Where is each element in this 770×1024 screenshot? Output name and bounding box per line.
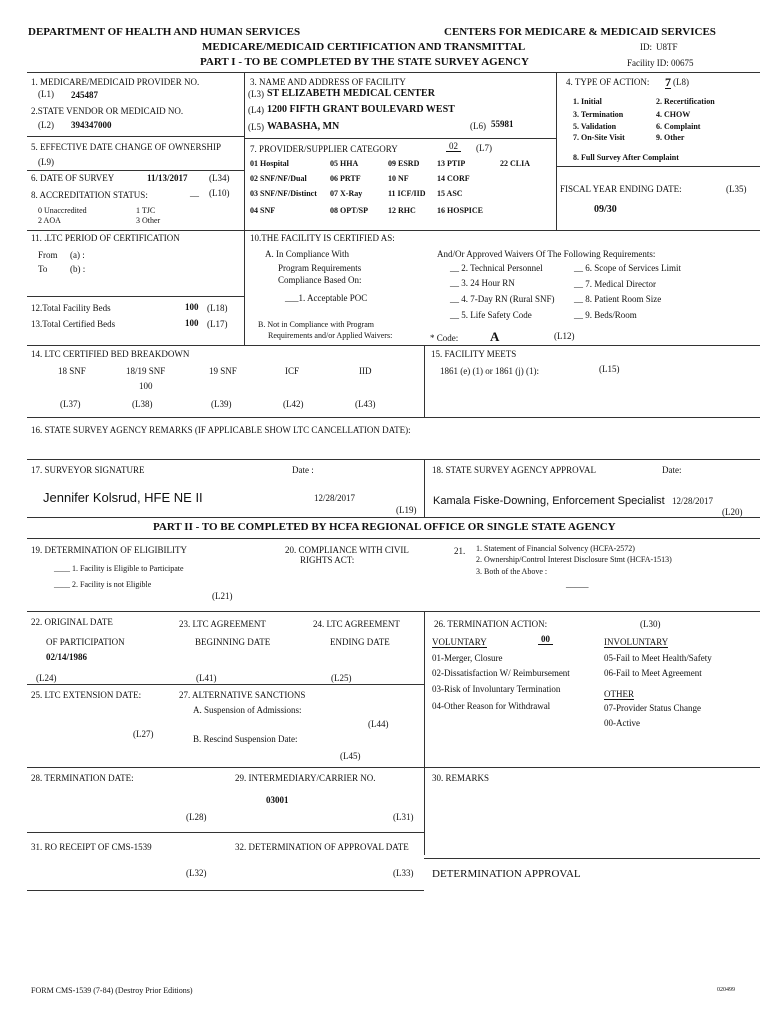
s29-label: 29. INTERMEDIARY/CARRIER NO. [235, 773, 376, 783]
rule-v6 [424, 611, 425, 855]
s21-opt2: 2. Ownership/Control Interest Disclosure Stmt (HCFA-1513) [476, 555, 672, 564]
s26-label: 26. TERMINATION ACTION: [434, 619, 548, 629]
s15-text: 1861 (e) (1) or 1861 (j) (1): [440, 366, 539, 376]
cat-13: 13 PTIP [437, 159, 466, 168]
rule-s25 [27, 684, 424, 685]
s11-to: To [38, 264, 48, 274]
cms-name: CENTERS FOR MEDICARE & MEDICAID SERVICES [444, 26, 716, 38]
rule-v4 [424, 345, 425, 417]
s22-code: (L24) [36, 673, 57, 683]
s31-label: 31. RO RECEIPT OF CMS-1539 [31, 842, 152, 852]
s21-opt1: 1. Statement of Financial Solvency (HCFA-2572) [476, 544, 635, 553]
waiver-5: __ 5. Life Safety Code [450, 310, 532, 320]
s20-label2: RIGHTS ACT: [300, 555, 355, 565]
rule-s22 [27, 611, 760, 612]
cat-10: 10 NF [388, 174, 409, 183]
waiver-2: __ 2. Technical Personnel [450, 263, 543, 273]
s29-code: (L31) [393, 812, 414, 822]
s3-l5: (L5) [248, 122, 264, 132]
type-of-action: 7 [665, 75, 671, 89]
s11-from: From [38, 250, 58, 260]
vol-opt-3: 03-Risk of Involuntary Termination [432, 684, 561, 694]
rule-v3 [244, 230, 245, 345]
rule-s14 [27, 345, 760, 346]
vol-opt-1: 01-Merger, Closure [432, 653, 503, 663]
s30-label: 30. REMARKS [432, 773, 490, 783]
s27-label: 27. ALTERNATIVE SANCTIONS [179, 690, 306, 700]
s1-label: 1. MEDICARE/MEDICAID PROVIDER NO. [31, 77, 200, 87]
action-opt-9: 9. Other [656, 133, 685, 142]
fiscal-label: FISCAL YEAR ENDING DATE: [560, 184, 682, 194]
cat-14: 14 CORF [437, 174, 470, 183]
s3-l6: (L6) [470, 121, 486, 131]
s21-label: 21. [454, 546, 466, 556]
s11-label: 11. .LTC PERIOD OF CERTIFICATION [31, 233, 180, 243]
action-opt-2: 2. Recertification [656, 97, 715, 106]
rule-part2 [27, 517, 760, 518]
s2-code: (L2) [38, 120, 54, 130]
bed-col-18snf: 18 SNF [58, 366, 86, 376]
facility-id: Facility ID: 00675 [627, 58, 694, 68]
cat-07: 07 X-Ray [330, 189, 363, 198]
provider-category: 02 [446, 142, 461, 152]
rule-s31 [27, 832, 424, 833]
waiver-9: __ 9. Beds/Room [574, 310, 637, 320]
s23-label: 23. LTC AGREEMENT [179, 619, 266, 629]
surveyor-date: 12/28/2017 [314, 493, 356, 503]
s24-sub: ENDING DATE [330, 637, 390, 647]
approver-signature: Kamala Fiske-Downing, Enforcement Specialist [433, 495, 665, 507]
s19-opt1: ____ 1. Facility is Eligible to Participate [54, 564, 184, 573]
s23-code: (L41) [196, 673, 217, 683]
s8-code: (L10) [209, 188, 230, 198]
s10-prog2: Compliance Based On: [278, 275, 362, 285]
cat-08: 08 OPT/SP [330, 206, 369, 215]
cat-15: 15 ASC [437, 189, 463, 198]
waiver-6: __ 6. Scope of Services Limit [574, 263, 681, 273]
s12-label: 12.Total Facility Beds [31, 303, 111, 313]
waiver-4: __ 4. 7-Day RN (Rural SNF) [450, 294, 555, 304]
s27-a: A. Suspension of Admissions: [193, 705, 302, 715]
vendor-no: 394347000 [71, 120, 112, 130]
s10-acc: ___1. Acceptable POC [285, 293, 368, 303]
total-facility-beds: 100 [185, 302, 199, 312]
provider-no: 245487 [71, 90, 98, 100]
s16-label: 16. STATE SURVEY AGENCY REMARKS (IF APPLICABLE SHOW LTC CANCELLATION DATE): [31, 425, 411, 435]
total-certified-beds: 100 [185, 318, 199, 328]
rule-s2 [27, 136, 244, 137]
invol-opt-1: 05-Fail to Meet Health/Safety [604, 653, 712, 663]
s6-label: 6. DATE OF SURVEY [31, 173, 115, 183]
s26-code: (L30) [640, 619, 661, 629]
rule-s17 [27, 459, 760, 460]
vol-opt-2: 02-Dissatisfaction W/ Reimbursement [432, 668, 570, 678]
s5-label: 5. EFFECTIVE DATE CHANGE OF OWNERSHIP [31, 142, 222, 152]
action-opt-7: 7. On-Site Visit [573, 133, 625, 142]
vol-opt-4: 04-Other Reason for Withdrawal [432, 701, 551, 711]
rule-s28 [27, 767, 760, 768]
s13-label: 13.Total Certified Beds [31, 319, 116, 329]
s11-a: (a) : [70, 250, 85, 260]
other-label: OTHER [604, 689, 634, 699]
facility-zip: 55981 [491, 119, 514, 129]
s18-label: 18. STATE SURVEY AGENCY APPROVAL [432, 465, 596, 475]
s7-label: 7. PROVIDER/SUPPLIER CATEGORY [250, 144, 398, 154]
s22-label: 22. ORIGINAL DATE [31, 617, 113, 627]
other-opt-1: 07-Provider Status Change [604, 703, 701, 713]
s1-code: (L1) [38, 89, 54, 99]
rule-s16 [27, 417, 760, 418]
bed-code-l42: (L42) [283, 399, 304, 409]
s19-opt2: ____ 2. Facility is not Eligible [54, 580, 152, 589]
cat-11: 11 ICF/IID [388, 189, 426, 198]
fiscal-value: 09/30 [594, 204, 617, 215]
s25-label: 25. LTC EXTENSION DATE: [31, 690, 142, 700]
s19-code: (L21) [212, 591, 233, 601]
s3-l4: (L4) [248, 105, 264, 115]
action-opt-1: 1. Initial [573, 97, 602, 106]
rule-s12 [27, 296, 244, 297]
rule-v5 [424, 459, 425, 517]
bed-col-19snf: 19 SNF [209, 366, 237, 376]
rule-s4 [556, 166, 760, 167]
cat-03: 03 SNF/NF/Distinct [250, 189, 317, 198]
determination-approval: DETERMINATION APPROVAL [432, 868, 581, 880]
cat-16: 16 HOSPICE [437, 206, 484, 215]
rule-bottom [27, 890, 424, 891]
s32-code: (L33) [393, 868, 414, 878]
cat-02: 02 SNF/NF/Dual [250, 174, 307, 183]
surveyor-signature: Jennifer Kolsrud, HFE NE II [43, 490, 203, 505]
s10-b1: B. Not in Compliance with Program [258, 320, 374, 329]
accr-opt-2: 2 AOA [38, 216, 61, 225]
bed-col-icf: ICF [285, 366, 300, 376]
code-label: * Code: [430, 333, 459, 343]
bed-code-l43: (L43) [355, 399, 376, 409]
s8-label: 8. ACCREDITATION STATUS: [31, 190, 148, 200]
approver-date: 12/28/2017 [672, 496, 714, 506]
waiver-7: __ 7. Medical Director [574, 279, 656, 289]
rule-v1 [244, 72, 245, 230]
cat-05: 05 HHA [330, 159, 359, 168]
compliance-code: A [490, 329, 500, 344]
dept-name: DEPARTMENT OF HEALTH AND HUMAN SERVICES [28, 26, 301, 38]
other-opt-2: 00-Active [604, 718, 640, 728]
part2-title: PART II - TO BE COMPLETED BY HCFA REGIONAL OFFICE OR SINGLE STATE AGENCY [153, 521, 616, 533]
action-opt-4: 4. CHOW [656, 110, 691, 119]
s14-label: 14. LTC CERTIFIED BED BREAKDOWN [31, 349, 190, 359]
s12-code: (L18) [207, 303, 228, 313]
termination-value: 00 [538, 635, 553, 645]
voluntary-label: VOLUNTARY [432, 637, 487, 647]
id-label: ID: [640, 42, 652, 52]
s10-label: 10.THE FACILITY IS CERTIFIED AS: [250, 233, 395, 243]
s27-lb: (L45) [340, 751, 361, 761]
accr-opt-0: 0 Unaccredited [38, 206, 87, 215]
facility-city: WABASHA, MN [267, 121, 340, 132]
form-title: MEDICARE/MEDICAID CERTIFICATION AND TRANSMITTAL [202, 41, 526, 53]
s28-label: 28. TERMINATION DATE: [31, 773, 134, 783]
s21-opt3: 3. Both of the Above : [476, 567, 548, 576]
s13-code: (L17) [207, 319, 228, 329]
intermediary-no: 03001 [266, 795, 289, 805]
bed-col-1819snf: 18/19 SNF [126, 366, 166, 376]
s20-label1: 20. COMPLIANCE WITH CIVIL [285, 545, 409, 555]
s22-sub: OF PARTICIPATION [46, 637, 125, 647]
s6-code: (L34) [209, 173, 230, 183]
s7-code: (L7) [476, 143, 492, 153]
s28-code: (L28) [186, 812, 207, 822]
rule-v2 [556, 72, 557, 230]
s15-label: 15. FACILITY MEETS [431, 349, 517, 359]
s31-code: (L32) [186, 868, 207, 878]
s4-label: 4. TYPE OF ACTION: [566, 77, 650, 87]
s3-l3: (L3) [248, 89, 264, 99]
rule-det [424, 858, 760, 859]
action-opt-6: 6. Complaint [656, 122, 701, 131]
code-l12: (L12) [554, 331, 575, 341]
cat-01: 01 Hospital [250, 159, 289, 168]
waiver-3: __ 3. 24 Hour RN [450, 278, 515, 288]
s18-code: (L20) [722, 507, 743, 517]
s10-prog1: Program Requirements [278, 263, 362, 273]
s17-code: (L19) [396, 505, 417, 515]
bed-code-l39: (L39) [211, 399, 232, 409]
s2-label: 2.STATE VENDOR OR MEDICAID NO. [31, 106, 184, 116]
s24-code: (L25) [331, 673, 352, 683]
bed-value-1819snf: 100 [139, 381, 153, 391]
rule-s19 [27, 538, 760, 539]
part1-title: PART I - TO BE COMPLETED BY THE STATE SURVEY AGENCY [200, 56, 529, 68]
accr-opt-1: 1 TJC [136, 206, 156, 215]
s17-date-label: Date : [292, 465, 314, 475]
s24-label: 24. LTC AGREEMENT [313, 619, 400, 629]
s3-label: 3. NAME AND ADDRESS OF FACILITY [250, 77, 406, 87]
form-number: FORM CMS-1539 (7-84) (Destroy Prior Editions) [31, 986, 193, 995]
rule-mid1 [27, 230, 760, 231]
s15-code: (L15) [599, 364, 620, 374]
invol-opt-2: 06-Fail to Meet Agreement [604, 668, 702, 678]
s32-label: 32. DETERMINATION OF APPROVAL DATE [235, 842, 409, 852]
footer-code: 020499 [717, 987, 735, 993]
s8-blank: __ [190, 188, 199, 198]
s21-blank: _____ [566, 579, 589, 589]
cat-12: 12 RHC [388, 206, 416, 215]
s4-code: (L8) [673, 77, 689, 87]
s19-label: 19. DETERMINATION OF ELIGIBILITY [31, 545, 187, 555]
cat-22: 22 CLIA [500, 159, 531, 168]
s10-waivers: And/Or Approved Waivers Of The Following Requirements: [437, 249, 656, 259]
s25-code: (L27) [133, 729, 154, 739]
rule-s3 [244, 138, 556, 139]
cat-04: 04 SNF [250, 206, 276, 215]
survey-date: 11/13/2017 [147, 173, 188, 183]
action-opt-8: 8. Full Survey After Complaint [573, 153, 679, 162]
s10-b2: Requirements and/or Applied Waivers: [268, 331, 393, 340]
rule-top [27, 72, 760, 73]
action-opt-5: 5. Validation [573, 122, 617, 131]
facility-name: ST ELIZABETH MEDICAL CENTER [267, 88, 435, 99]
involuntary-label: INVOLUNTARY [604, 637, 669, 647]
bed-col-iid: IID [359, 366, 372, 376]
original-date: 02/14/1986 [46, 652, 88, 662]
s5-code: (L9) [38, 157, 54, 167]
cat-06: 06 PRTF [330, 174, 361, 183]
rule-s6 [27, 170, 244, 171]
s18-date-label: Date: [662, 465, 682, 475]
accr-opt-3: 3 Other [136, 216, 161, 225]
s17-label: 17. SURVEYOR SIGNATURE [31, 465, 145, 475]
action-opt-3: 3. Termination [573, 110, 624, 119]
s10-a: A. In Compliance With [265, 249, 349, 259]
bed-code-l38: (L38) [132, 399, 153, 409]
s27-b: B. Rescind Suspension Date: [193, 734, 298, 744]
facility-street: 1200 FIFTH GRANT BOULEVARD WEST [267, 104, 455, 115]
bed-code-l37: (L37) [60, 399, 81, 409]
s27-la: (L44) [368, 719, 389, 729]
waiver-8: __ 8. Patient Room Size [574, 294, 662, 304]
s11-b: (b) : [70, 264, 86, 274]
s23-sub: BEGINNING DATE [195, 637, 271, 647]
fiscal-code: (L35) [726, 184, 747, 194]
id-value: U8TF [656, 42, 678, 52]
cat-09: 09 ESRD [388, 159, 420, 168]
